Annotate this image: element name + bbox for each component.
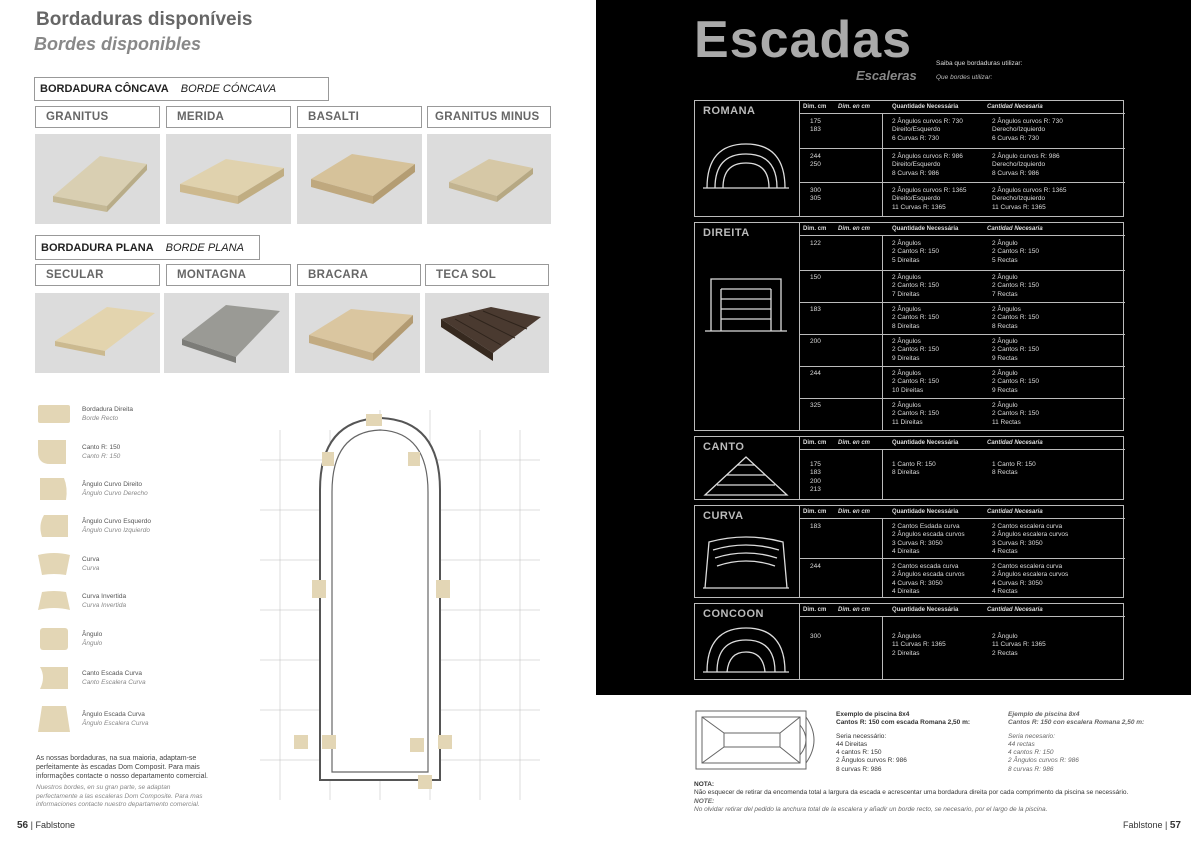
page-number-right: Fablstone | 57: [1123, 820, 1181, 831]
curve-piece-icon: [36, 551, 72, 577]
photo-secular: [35, 293, 160, 373]
direita-stair-icon: [701, 273, 791, 337]
section-name-romana: ROMANA: [703, 105, 756, 117]
question-pt: Saiba que bordaduras utilizar:: [936, 60, 1023, 67]
concoon-row-1: 300 2 Ângulos 11 Curvas R: 1365 2 Direitas 2 Ângulo 11 Curvas R: 1365 2 Rectas: [810, 633, 1046, 657]
legend-item-angulo: Ângulo Ângulo: [36, 626, 102, 652]
inverted-curve-icon: [36, 588, 72, 614]
product-granitus: GRANITUS: [35, 106, 160, 128]
plana-pt: BORDADURA PLANA: [41, 241, 154, 254]
curved-stair-corner-icon: [36, 665, 72, 691]
curva-row-2: 244 2 Cantos escada curva 2 Ângulos escada curvos 4 Curvas R: 3050 4 Direitas 2 Cantos escalera curva 2 Ângulos escalera curvos 4 Curvas R: 3050 4 Rectas: [810, 563, 1069, 595]
section-name-concoon: CONCOON: [703, 608, 764, 620]
direita-row-6: 325 2 Ângulos 2 Cantos R: 150 11 Direitas 2 Ângulo 2 Cantos R: 150 11 Rectas: [810, 402, 1039, 426]
direita-row-2: 150 2 Ângulos 2 Cantos R: 150 7 Direitas 2 Ângulo 2 Cantos R: 150 7 Rectas: [800, 271, 1125, 303]
plana-header: [35, 235, 260, 260]
photo-granitus: [35, 134, 160, 224]
direita-row-5: 244 2 Ângulos 2 Cantos R: 150 10 Direitas 2 Ângulo 2 Cantos R: 150 9 Rectas: [800, 367, 1125, 399]
section-name-curva: CURVA: [703, 510, 744, 522]
page-number-left: 56 | Fablstone: [17, 820, 75, 831]
concoon-stair-icon: [701, 622, 791, 678]
legend-item-curva: Curva Curva: [36, 551, 99, 577]
corner-piece-icon: [36, 438, 72, 466]
canto-stair-icon: [701, 451, 791, 499]
example-es: Ejemplo de piscina 8x4 Cantos R: 150 con escalera Romana 2,50 m: Seria necesario: 44 rectas 4 cantos R: 150 2 Ângulos curvos R: 986 8 curvas R: 986: [1008, 711, 1145, 773]
stairs-title: Escadas: [694, 11, 913, 69]
concava-es: BORDE CÓNCAVA: [180, 83, 277, 95]
product-basalti: BASALTI: [297, 106, 422, 128]
page-title: Bordaduras disponíveis: [36, 9, 253, 30]
direita-row-4: 200 2 Ângulos 2 Cantos R: 150 9 Direitas 2 Ângulo 2 Cantos R: 150 9 Rectas: [800, 335, 1125, 367]
legend-item-curva-invertida: Curva Invertida Curva Invertida: [36, 588, 126, 614]
product-bracara: BRACARA: [297, 264, 421, 286]
straight-piece-icon: [36, 403, 72, 425]
example-pool-diagram: [694, 707, 824, 775]
photo-merida: [166, 134, 291, 224]
angle-piece-icon: [36, 626, 72, 652]
curved-stair-angle-icon: [36, 704, 72, 734]
plana-es: BORDE PLANA: [165, 241, 244, 254]
direita-row-3: 183 2 Ângulos 2 Cantos R: 150 8 Direitas 2 Ângulos 2 Cantos R: 150 8 Rectas: [800, 303, 1125, 335]
note-es: Nuestros bordes, en su gran parte, se adaptan perfectamente a las escaleras Dom Composite. Para mas informaciones contacte nuestro departamento comercial.: [36, 784, 203, 808]
legend-item-angulo-escada-curva: Ângulo Escada Curva Ângulo Escalera Curva: [36, 704, 148, 734]
concava-header: [34, 77, 329, 101]
right-page: [596, 0, 1191, 842]
romana-row-3: 300 305 2 Ângulos curvos R: 1365 Direito/Esquerdo 11 Curvas R: 1365 2 Ângulos curvos R: 1365 Derecho/Izquierdo 11 Curvas R: 1365: [810, 187, 1067, 211]
legend-item-bordadura-direita: Bordadura Direita Borde Recto: [36, 403, 133, 425]
concava-pt: BORDADURA CÔNCAVA: [40, 83, 169, 95]
section-concoon: CONCOON Dim. cm Dim. en cm Quantidade Necessária Cantidad Necesaria 300 2 Ângulos 11 Curvas R: 1365 2 Direitas 2 Ângulo 11 Curvas R: 1365 2 Rectas: [694, 603, 1124, 680]
product-teca-sol: TECA SOL: [425, 264, 549, 286]
section-direita: DIREITA Dim. cm Dim. en cm Quantidade Necessária Cantidad Necesaria 122 2 Ângulos 2 Cantos R: 150 5 Direitas 2 Ângulo 2 Cantos R: 150 5 Rectas 150 2 Ângulos 2 Cantos R: 150 7 Direitas 2 Ângulo 2 Cantos R: 150 7 Rectas 183 2 Ângulos 2 Cantos R: 150 8 Direitas 2 Ângulos 2 Cantos R: 150 8 Rectas 200 2 Ângulos 2 Cantos R: 150 9 Direitas 2 Ângulo 2 Cantos R: 150 9 Rectas 244 2 Ângulos 2 Cantos R: 150 10 Direitas 2 Ângulo 2 Cantos R: 150 9 Rectas 325 2 Ângulos 2 Cantos R: 150 11 Direitas 2 Ângulo 2 Cantos R: 150 11 Rectas: [694, 222, 1124, 431]
legend-item-canto: Canto R: 150 Canto R: 150: [36, 438, 120, 466]
photo-granitus-minus: [427, 134, 551, 224]
product-granitus-minus: GRANITUS MINUS: [427, 106, 551, 128]
legend-item-canto-escada-curva: Canto Escada Curva Canto Escalera Curva: [36, 665, 146, 691]
curva-stair-icon: [701, 528, 791, 594]
section-name-direita: DIREITA: [703, 227, 750, 239]
note-pt: As nossas bordaduras, na sua maioria, adaptam-se perfeitamente às escadas Dom Composit. Para mais informações contacte o nosso departamento comercial.: [36, 755, 208, 780]
direita-row-1: 122 2 Ângulos 2 Cantos R: 150 5 Direitas 2 Ângulo 2 Cantos R: 150 5 Rectas: [800, 236, 1125, 271]
photo-montagna: [164, 293, 289, 373]
canto-row-1: 175 183 200 213 1 Canto R: 150 8 Direitas 1 Canto R: 150 8 Rectas: [810, 461, 1036, 493]
section-romana: ROMANA Dim. cm Dim. en cm Quantidade Necessária Cantidad Necesaria 175 183 2 Ângulos curvos R: 730 Direito/Esquerdo 6 Curvas R: 730 2 Ângulos curvos R: 730 Derecho/Izquierdo 6 Curvas R: 730 244 250 2 Ângulos curvos R: 986 Direito/Esquerdo 8 Curvas R: 986 2 Ângulo curvos R: 986 Derecho/Izquierdo 8 Curvas R: 986 300 305 2 Ângulos curvos R: 1365 Direito/Esquerdo 11 Curvas R: 1365 2 Ângulos curvos R: 1365 Derecho/Izquierdo 11 Curvas R: 1365: [694, 100, 1124, 217]
section-curva: CURVA Dim. cm Dim. en cm Quantidade Necessária Cantidad Necesaria 183 2 Cantos Esdada curva 2 Ângulos escada curvos 3 Curvas R: 3050 4 Direitas 2 Cantos escalera curva 2 Ângulos escalera curvos 3 Curvas R: 3050 4 Rectas 244 2 Cantos escada curva 2 Ângulos escada curvos 4 Curvas R: 3050 4 Direitas 2 Cantos escalera curva 2 Ângulos escalera curvos 4 Curvas R: 3050 4 Rectas: [694, 505, 1124, 598]
right-curved-angle-icon: [36, 476, 72, 502]
page-subtitle: Bordes disponibles: [34, 34, 202, 54]
romana-stair-icon: [701, 136, 791, 196]
example-pt: Exemplo de piscina 8x4 Cantos R: 150 com escada Romana 2,50 m: Seria necessário: 44 Direitas 4 cantos R: 150 2 Ângulos curvos R: 986 8 curvas R: 986: [836, 711, 971, 773]
photo-bracara: [295, 293, 420, 373]
romana-row-1: 175 183 2 Ângulos curvos R: 730 Direito/Esquerdo 6 Curvas R: 730 2 Ângulos curvos R: 730 Derecho/Izquierdo 6 Curvas R: 730: [800, 114, 1125, 149]
romana-row-2: 244 250 2 Ângulos curvos R: 986 Direito/Esquerdo 8 Curvas R: 986 2 Ângulo curvos R: 986 Derecho/Izquierdo 8 Curvas R: 986: [800, 149, 1125, 183]
section-canto: CANTO Dim. cm Dim. en cm Quantidade Necessária Cantidad Necesaria 175 183 200 213 1 Canto R: 150 8 Direitas 1 Canto R: 150 8 Rectas: [694, 436, 1124, 500]
legend-item-angulo-curvo-esquerdo: Ângulo Curvo Esquerdo Ângulo Curvo Izquierdo: [36, 513, 151, 539]
legend-item-angulo-curvo-direito: Ângulo Curvo Direito Ângulo Curvo Derecho: [36, 476, 148, 502]
product-montagna: MONTAGNA: [166, 264, 291, 286]
question-es: Que bordes utilizar:: [936, 74, 993, 81]
left-curved-angle-icon: [36, 513, 72, 539]
stairs-subtitle: Escaleras: [856, 68, 917, 83]
product-merida: MERIDA: [166, 106, 291, 128]
nota-block: NOTA: Não esquecer de retirar da encomenda total a largura da escada e acrescentar uma bordadura direita por cada comprimento da piscina se necessário. NOTE: No olvidar retirar del pedido la anchura total de la escalera y añadir un borde recto, se necesario, por el largo de la piscina.: [694, 781, 1129, 813]
photo-basalti: [297, 134, 422, 224]
photo-teca-sol: [425, 293, 549, 373]
section-name-canto: CANTO: [703, 441, 745, 453]
pool-sketch-illustration: [250, 400, 550, 810]
curva-row-1: 183 2 Cantos Esdada curva 2 Ângulos escada curvos 3 Curvas R: 3050 4 Direitas 2 Cantos escalera curva 2 Ângulos escalera curvos 3 Curvas R: 3050 4 Rectas: [800, 519, 1125, 559]
product-secular: SECULAR: [35, 264, 160, 286]
